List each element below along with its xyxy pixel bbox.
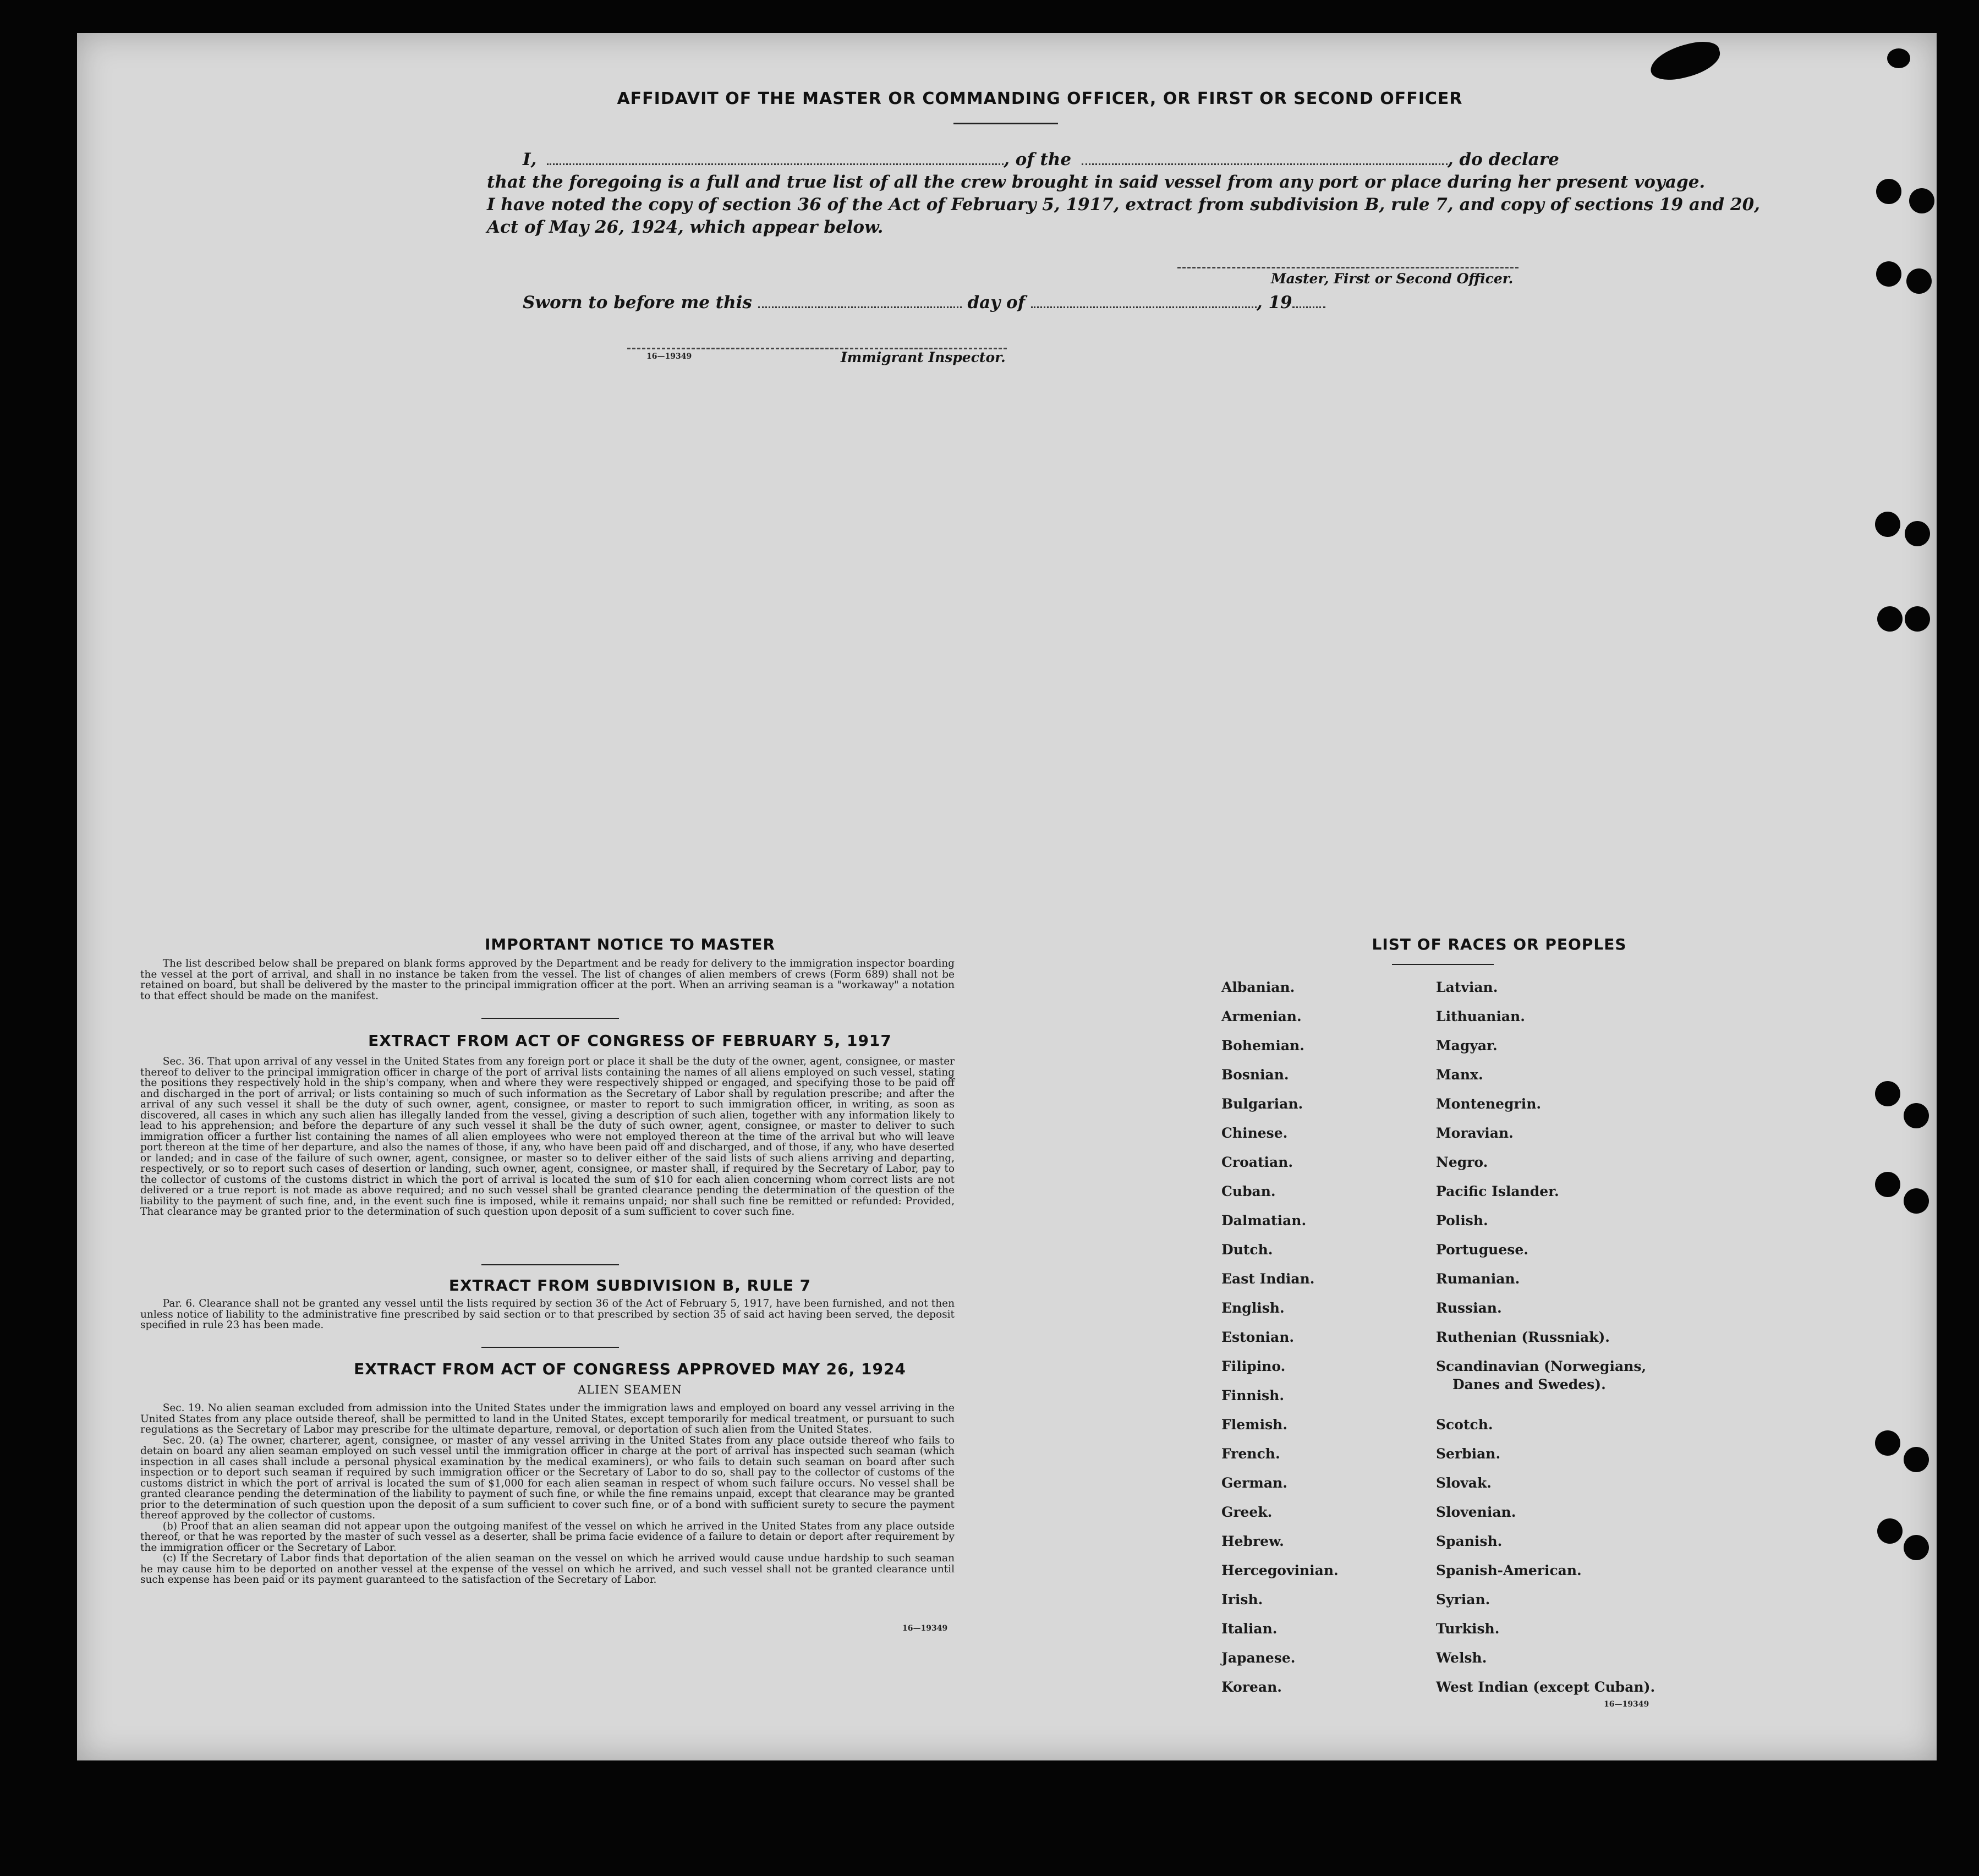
race-item: Greek. xyxy=(1221,1504,1273,1520)
extract-rule7-title: EXTRACT FROM SUBDIVISION B, RULE 7 xyxy=(448,1276,812,1294)
race-item: Bulgarian. xyxy=(1221,1096,1303,1112)
race-item: Dutch. xyxy=(1221,1242,1273,1258)
race-item: Chinese. xyxy=(1221,1125,1288,1141)
race-item: Pacific Islander. xyxy=(1436,1183,1559,1199)
race-item: Scandinavian (Norwegians, xyxy=(1436,1358,1647,1374)
i-label: I, xyxy=(523,150,537,169)
declaration-line-4: Act of May 26, 1924, which appear below. xyxy=(487,217,884,237)
year-label: , 19 xyxy=(1256,293,1292,312)
race-item: Estonian. xyxy=(1221,1329,1295,1345)
sworn-line xyxy=(523,292,1325,314)
race-item: Spanish. xyxy=(1436,1533,1503,1549)
races-rule xyxy=(1392,964,1494,965)
sec-20b-paragraph: (b) Proof that an alien seaman did not appear upon the outgoing manifest of the vessel on which he arrived in the United States from any place outside thereof, or that he was reported by the master of such vessel as a deserter, shall be prima facie evidence of a failure to detain or deport after requirement by the immigration officer or the Secretary of Labor. xyxy=(140,1520,955,1554)
notice-text xyxy=(140,958,955,1001)
race-item: Rumanian. xyxy=(1436,1271,1520,1287)
punch-hole xyxy=(1905,521,1930,546)
race-item: English. xyxy=(1221,1300,1285,1316)
sec-36-paragraph: Sec. 36. That upon arrival of any vessel in the United States from any foreign port or place it shall be the duty of the owner, agent, consignee, or master thereof to deliver to the principal immigration officer in charge of the port of arrival lists containing the names of all aliens employed on such vessel, stating the positions they respectively hold in the ship's company, when and where they were respectively shipped or engaged, and specifying those to be paid off and discharged in the port of arrival; or lists containing so much of such information as the Secretary of Labor shall by regulation prescribe; and after the arrival of any such vessel it shall be the duty of such owner, agent, consignee, or master to report to such immigration officer, in writing, as soon as discovered, all cases in which any such alien has illegally landed from the vessel, giving a description of such alien, together with any information likely to lead to his apprehension; and before the departure of any such vessel it shall be the duty of such owner, agent, consignee, or master to deliver to such immigration officer a further list containing the names of all alien employees who were not employed thereon at the time of the arrival but who will leave port thereon at the time of her departure, and also the names of those, if any, who have been paid off and discharged, and of those, if any, who have deserted or landed; and in case of the failure of such owner, agent, consignee, or master so to deliver either of the said lists of such aliens arriving and departing, respectively, or so to report such cases of desertion or landing, such owner, agent, consignee, or master shall, if required by the Secretary of Labor, pay to the collector of customs of the customs district in which the port of arrival is located the sum of $10 for each alien concerning whom correct lists are not delivered or a true report is not made as above required; and no such vessel shall be granted clearance pending the determination of the question of the liability to the payment of such fine, and, in the event such fine is imposed, while it remains unpaid; nor shall such fine be remitted or refunded: Provided, That clearance may be granted prior to the determination of such question upon deposit of a sum sufficient to cover such fine. xyxy=(140,1056,955,1217)
race-item: Polish. xyxy=(1436,1213,1488,1228)
extract-1917-text xyxy=(140,1056,955,1217)
race-item: Italian. xyxy=(1221,1621,1278,1637)
master-label: Master, First or Second Officer. xyxy=(1271,271,1514,287)
sec-19-paragraph: Sec. 19. No alien seaman excluded from admission into the United States under the immigration laws and employed on board any vessel arriving in the United States from any place outside thereof, shall be permitted to land in the United States, except temporarily for medical treatment, or pursuant to such regulations as the Secretary of Labor may prescribe for the ultimate departure, removal, or deportation of such alien from the United States. xyxy=(140,1402,955,1435)
race-item: Turkish. xyxy=(1436,1621,1500,1637)
punch-hole xyxy=(1877,1518,1903,1544)
document-page xyxy=(77,33,1937,1760)
race-item: Russian. xyxy=(1436,1300,1502,1316)
race-item: Montenegrin. xyxy=(1436,1096,1542,1112)
race-item: Slovenian. xyxy=(1436,1504,1516,1520)
ink-blot xyxy=(1887,48,1910,68)
sworn-day-field[interactable] xyxy=(758,292,962,308)
race-item: Portuguese. xyxy=(1436,1242,1528,1258)
races-title: LIST OF RACES OR PEOPLES xyxy=(1372,935,1627,953)
sworn-year-field[interactable] xyxy=(1292,292,1325,308)
race-item: West Indian (except Cuban). xyxy=(1436,1679,1655,1695)
race-item: Serbian. xyxy=(1436,1446,1501,1462)
race-item: Finnish. xyxy=(1221,1387,1285,1403)
extract-1917-title: EXTRACT FROM ACT OF CONGRESS OF FEBRUARY 5, 1917 xyxy=(368,1032,892,1050)
race-item: Negro. xyxy=(1436,1154,1488,1170)
sworn-label: Sworn to before me this xyxy=(523,293,752,312)
race-item: Korean. xyxy=(1221,1679,1282,1695)
extract-1917-rule xyxy=(481,1264,619,1265)
race-item: Manx. xyxy=(1436,1067,1483,1083)
races-form-number: 16—19349 xyxy=(1604,1700,1649,1709)
race-item: Welsh. xyxy=(1436,1650,1487,1666)
punch-hole xyxy=(1904,1103,1929,1128)
extract-1924-title: EXTRACT FROM ACT OF CONGRESS APPROVED MAY 26, 1924 xyxy=(354,1360,906,1378)
notice-rule xyxy=(481,1018,619,1019)
punch-hole xyxy=(1877,606,1903,632)
punch-hole xyxy=(1904,1447,1929,1472)
inspector-label: Immigrant Inspector. xyxy=(841,349,1006,365)
race-item: Latvian. xyxy=(1436,979,1498,995)
race-item: Scotch. xyxy=(1436,1417,1493,1433)
par-6-paragraph: Par. 6. Clearance shall not be granted any vessel until the lists required by section 36 of the Act of February 5, 1917, have been furnished, and not then unless notice of liability to the administrative fine prescribed by said section or to that prescribed by section 35 of said act having been served, the deposit specified in rule 23 has been made. xyxy=(140,1298,955,1331)
punch-hole xyxy=(1875,1172,1900,1197)
race-item: Spanish-American. xyxy=(1436,1562,1582,1578)
affidavit-title: AFFIDAVIT OF THE MASTER OR COMMANDING OFFICER, OR FIRST OR SECOND OFFICER xyxy=(617,89,1463,108)
punch-hole xyxy=(1875,1081,1900,1106)
punch-hole xyxy=(1904,1188,1929,1214)
race-item: Japanese. xyxy=(1221,1650,1296,1666)
race-item: French. xyxy=(1221,1446,1280,1462)
punch-hole xyxy=(1876,179,1901,204)
race-item: Irish. xyxy=(1221,1592,1263,1608)
punch-hole xyxy=(1875,1430,1900,1456)
extract-form-number: 16—19349 xyxy=(902,1624,948,1633)
declaration-line-2: that the foregoing is a full and true list of all the crew brought in said vessel from any port or place during her present voyage. xyxy=(487,172,1706,192)
race-item: Flemish. xyxy=(1221,1417,1288,1433)
race-item: East Indian. xyxy=(1221,1271,1315,1287)
race-item: Ruthenian (Russniak). xyxy=(1436,1329,1610,1345)
name-field[interactable] xyxy=(547,149,1004,165)
race-item: Albanian. xyxy=(1221,979,1295,995)
race-item: Hebrew. xyxy=(1221,1533,1284,1549)
sec-20a-paragraph: Sec. 20. (a) The owner, charterer, agent, consignee, or master of any vessel arriving in the United States from any place outside thereof who fails to detain on board any alien seaman employed on such vessel until the immigration officer in charge at the port of arrival has inspected such seaman (which inspection in all cases shall include a personal physical examination by the medical examiners), or who fails to detain such seaman on board after such inspection or to deport such seaman if required by such immigration officer or the Secretary of Labor to do so, shall pay to the collector of customs of the customs district in which the port of arrival is located the sum of $1,000 for each alien seaman in respect of whom such failure occurs. No vessel shall be granted clearance pending the determination of the liability to payment of such fine, or while the fine remains unpaid, except that clearance may be granted prior to the determination of such question upon the deposit of a sum sufficient to cover such fine, or of a bond with sufficient surety to secure the payment thereof approved by the collector of customs. xyxy=(140,1434,955,1521)
affidavit-declaration xyxy=(487,149,1760,239)
master-signature-line[interactable] xyxy=(1177,267,1518,268)
extract-rule7-rule xyxy=(481,1347,619,1348)
race-item: Moravian. xyxy=(1436,1125,1514,1141)
day-of-label: day of xyxy=(967,293,1026,312)
race-item: Danes and Swedes). xyxy=(1452,1376,1606,1392)
races-left-column xyxy=(1221,979,1430,1695)
punch-hole xyxy=(1906,268,1932,294)
race-item: Croatian. xyxy=(1221,1154,1293,1170)
alien-seamen-subtitle: ALIEN SEAMEN xyxy=(578,1383,682,1396)
extract-1924-text xyxy=(140,1403,955,1586)
extract-rule7-text xyxy=(140,1298,955,1331)
notice-paragraph: The list described below shall be prepared on blank forms approved by the Department and be ready for delivery to the immigration inspector boarding the vessel at the port of arrival, and shall in no instance be taken from the vessel. The list of changes of alien members of crews (Form 689) shall not be retained on board, but shall be delivered by the master to the principal immigration officer at the port. When an arriving seaman is a "workaway" a notation to that effect should be made on the manifest. xyxy=(140,958,955,1002)
declaration-line-3: I have noted the copy of section 36 of the Act of February 5, 1917, extract from subdivision B, rule 7, and copy of sections 19 and 20, xyxy=(487,195,1760,215)
race-item: Bosnian. xyxy=(1221,1067,1289,1083)
race-item: Hercegovinian. xyxy=(1221,1562,1339,1578)
vessel-field[interactable] xyxy=(1082,149,1448,165)
ink-blot xyxy=(1647,37,1724,85)
do-declare-label: , do declare xyxy=(1447,150,1559,169)
punch-hole xyxy=(1875,512,1900,537)
races-right-column xyxy=(1436,979,1722,1695)
race-item: Magyar. xyxy=(1436,1038,1498,1054)
declaration-line-1 xyxy=(487,149,1615,171)
sworn-month-field[interactable] xyxy=(1031,292,1257,308)
punch-hole xyxy=(1904,1535,1929,1560)
punch-hole xyxy=(1876,261,1901,287)
of-the-label: , of the xyxy=(1004,150,1072,169)
race-item: Armenian. xyxy=(1221,1008,1302,1024)
race-item: Lithuanian. xyxy=(1436,1008,1525,1024)
race-item: Syrian. xyxy=(1436,1592,1490,1608)
sec-20c-paragraph: (c) If the Secretary of Labor finds that deportation of the alien seaman on the vessel on which he arrived would cause undue hardship to such seaman he may cause him to be deported on another vessel at the expense of the vessel on which he arrived, and such vessel shall not be granted clearance until such expense has been paid or its payment guaranteed to the satisfaction of the Secretary of Labor. xyxy=(140,1553,955,1586)
race-item: German. xyxy=(1221,1475,1287,1491)
race-item: Filipino. xyxy=(1221,1358,1286,1374)
race-item: Bohemian. xyxy=(1221,1038,1304,1054)
punch-hole xyxy=(1905,606,1930,632)
race-item: Cuban. xyxy=(1221,1183,1276,1199)
race-item: Slovak. xyxy=(1436,1475,1492,1491)
title-rule xyxy=(953,123,1058,124)
affidavit-form-number: 16—19349 xyxy=(646,352,692,361)
punch-hole xyxy=(1909,188,1934,213)
race-item: Dalmatian. xyxy=(1221,1213,1307,1228)
notice-title: IMPORTANT NOTICE TO MASTER xyxy=(484,935,776,953)
